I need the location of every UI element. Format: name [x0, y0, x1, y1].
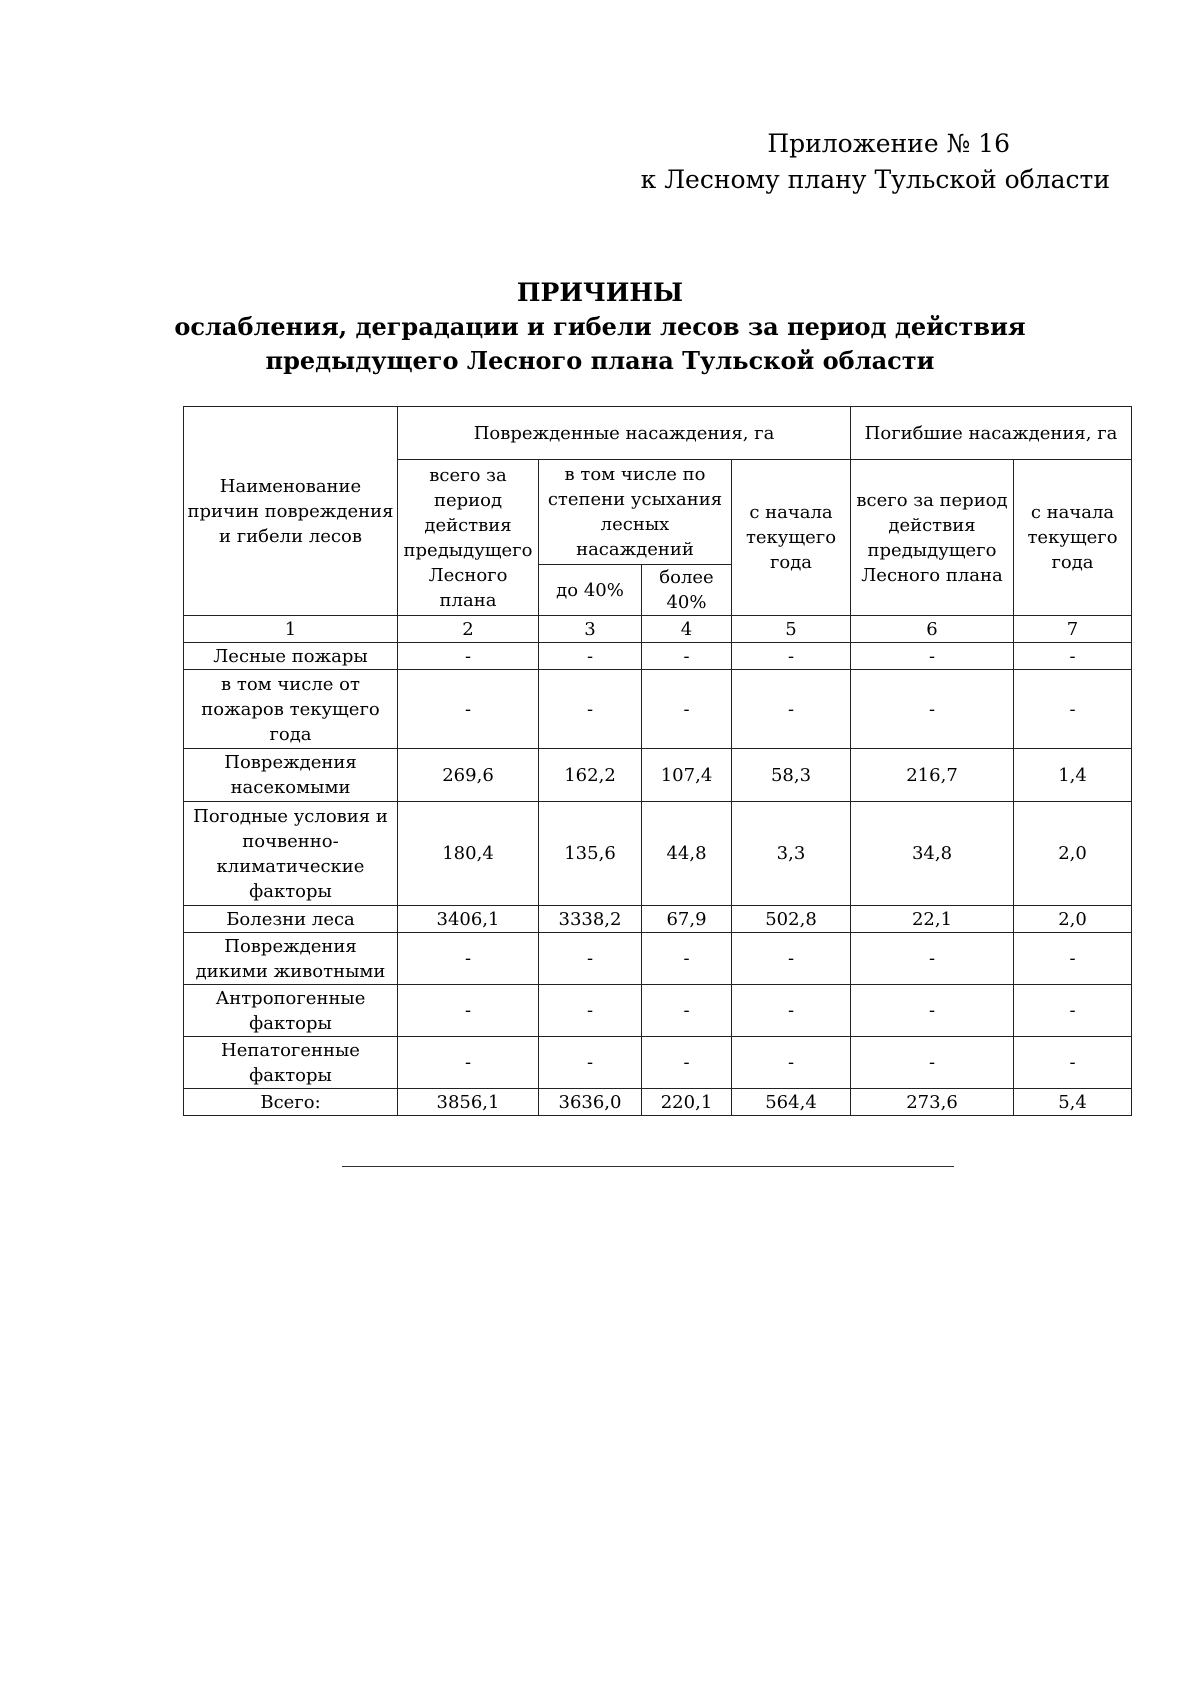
table-row [184, 1037, 1132, 1089]
cell-value: - [1014, 933, 1132, 985]
cell-value: - [642, 933, 732, 985]
appendix-header [641, 126, 1110, 198]
cell-value: - [732, 985, 851, 1037]
cell-value: 3338,2 [539, 906, 642, 933]
cell-value: - [642, 985, 732, 1037]
table-row [184, 985, 1132, 1037]
cell-value: 3406,1 [398, 906, 539, 933]
col-number: 1 [184, 616, 398, 643]
cell-value: - [1014, 643, 1132, 670]
cell-value: - [398, 985, 539, 1037]
column-number-row [184, 616, 1132, 643]
cell-value: - [642, 1037, 732, 1089]
cell-value: - [539, 933, 642, 985]
document-title [0, 276, 1200, 378]
cell-value: - [732, 1037, 851, 1089]
col-number: 2 [398, 616, 539, 643]
cell-value: - [539, 643, 642, 670]
cell-value: - [732, 933, 851, 985]
table-header [184, 407, 1132, 643]
title-main: ПРИЧИНЫ [516, 278, 684, 307]
cell-value: - [851, 985, 1014, 1037]
cell-value: 216,7 [851, 749, 1014, 802]
table-row-total [184, 1089, 1132, 1116]
cell-value: 135,6 [539, 802, 642, 906]
appendix-number: Приложение № 16 [767, 129, 1010, 158]
row-name: Повреждения дикими животными [184, 933, 398, 985]
cell-value: 67,9 [642, 906, 732, 933]
table-row [184, 933, 1132, 985]
cell-value: 22,1 [851, 906, 1014, 933]
row-name: в том числе от пожаров текущего года [184, 670, 398, 749]
header-damaged-current: с начала текущего года [732, 460, 851, 616]
cell-value: 220,1 [642, 1089, 732, 1116]
causes-table [183, 406, 1132, 1116]
cell-value: 44,8 [642, 802, 732, 906]
cell-value: 1,4 [1014, 749, 1132, 802]
cell-value: 2,0 [1014, 906, 1132, 933]
table-body [184, 643, 1132, 1116]
row-name: Непатогенные факторы [184, 1037, 398, 1089]
cell-value: 5,4 [1014, 1089, 1132, 1116]
header-dead-current: с начала текущего года [1014, 460, 1132, 616]
header-cause: Наименование причин повреждения и гибели лесов [184, 407, 398, 616]
cell-value: 269,6 [398, 749, 539, 802]
cell-value: - [851, 643, 1014, 670]
row-name: Антропогенные факторы [184, 985, 398, 1037]
header-over-40: более 40% [642, 565, 732, 616]
cell-value: 3,3 [732, 802, 851, 906]
title-subtitle-line-1: ослабления, деградации и гибели лесов за период действия [174, 312, 1026, 341]
row-name: Болезни леса [184, 906, 398, 933]
cell-value: - [539, 985, 642, 1037]
cell-value: - [851, 670, 1014, 749]
cell-value: - [851, 1037, 1014, 1089]
header-by-degree: в том числе по степени усыхания лесных насаждений [539, 460, 732, 565]
cell-value: - [398, 1037, 539, 1089]
col-number: 5 [732, 616, 851, 643]
header-damaged: Поврежденные насаждения, га [398, 407, 851, 460]
cell-value: - [732, 643, 851, 670]
cell-value: 3636,0 [539, 1089, 642, 1116]
col-number: 4 [642, 616, 732, 643]
cell-value: - [398, 670, 539, 749]
col-number: 6 [851, 616, 1014, 643]
table-row [184, 906, 1132, 933]
cell-value: - [1014, 985, 1132, 1037]
cell-value: - [732, 670, 851, 749]
col-number: 3 [539, 616, 642, 643]
cell-value: - [642, 670, 732, 749]
appendix-reference: к Лесному плану Тульской области [640, 165, 1110, 194]
cell-value: - [1014, 670, 1132, 749]
row-name: Лесные пожары [184, 643, 398, 670]
header-damaged-total: всего за период действия предыдущего Лесного плана [398, 460, 539, 616]
cell-value: 34,8 [851, 802, 1014, 906]
title-subtitle-line-2: предыдущего Лесного плана Тульской области [265, 346, 935, 375]
row-name: Всего: [184, 1089, 398, 1116]
table-row [184, 749, 1132, 802]
cell-value: 3856,1 [398, 1089, 539, 1116]
cell-value: - [398, 643, 539, 670]
row-name: Погодные условия и почвенно-климатические факторы [184, 802, 398, 906]
cell-value: - [539, 1037, 642, 1089]
header-dead-total: всего за период действия предыдущего Лесного плана [851, 460, 1014, 616]
cell-value: - [642, 643, 732, 670]
cell-value: - [398, 933, 539, 985]
col-number: 7 [1014, 616, 1132, 643]
cell-value: 2,0 [1014, 802, 1132, 906]
cell-value: 564,4 [732, 1089, 851, 1116]
table-row [184, 802, 1132, 906]
header-upto-40: до 40% [539, 565, 642, 616]
cell-value: 180,4 [398, 802, 539, 906]
cell-value: 162,2 [539, 749, 642, 802]
table-row [184, 643, 1132, 670]
cell-value: - [1014, 1037, 1132, 1089]
header-dead: Погибшие насаждения, га [851, 407, 1132, 460]
cell-value: - [539, 670, 642, 749]
row-name: Повреждения насекомыми [184, 749, 398, 802]
cell-value: 58,3 [732, 749, 851, 802]
cell-value: 273,6 [851, 1089, 1014, 1116]
cell-value: 107,4 [642, 749, 732, 802]
cell-value: - [851, 933, 1014, 985]
table-row [184, 670, 1132, 749]
closing-separator-line [342, 1166, 954, 1167]
cell-value: 502,8 [732, 906, 851, 933]
